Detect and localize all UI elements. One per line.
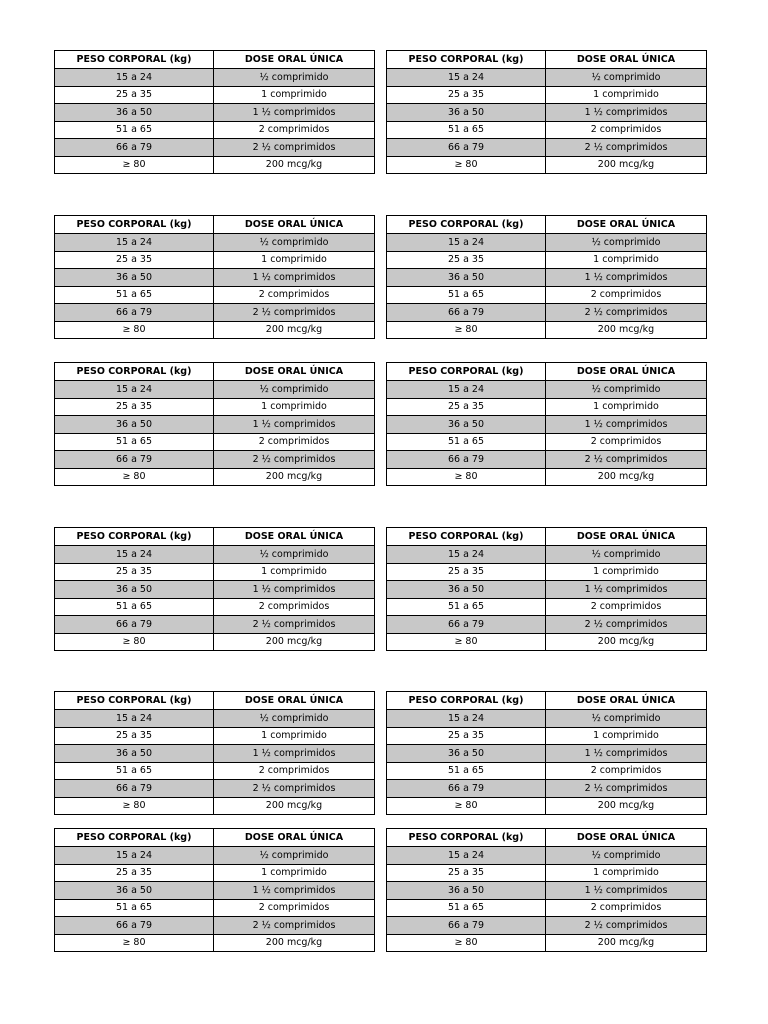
table-row (387, 882, 707, 900)
table-row (55, 321, 375, 339)
table-row (55, 433, 375, 451)
weight-cell: 66 a 79 (55, 780, 214, 798)
header-weight: PESO CORPORAL (kg) (387, 692, 546, 710)
weight-cell: 25 a 35 (387, 398, 546, 416)
dose-cell: 1 ½ comprimidos (214, 745, 375, 763)
weight-cell: 51 a 65 (387, 121, 546, 139)
table-row (55, 710, 375, 728)
table-row (387, 633, 707, 651)
dose-cell: ½ comprimido (546, 234, 707, 252)
table-header-row (55, 51, 375, 69)
weight-cell: 51 a 65 (55, 286, 214, 304)
weight-cell: 36 a 50 (387, 882, 546, 900)
dose-cell: 1 comprimido (214, 727, 375, 745)
table-row (55, 917, 375, 935)
dose-cell: 1 comprimido (214, 864, 375, 882)
table-row (55, 780, 375, 798)
weight-cell: 51 a 65 (55, 899, 214, 917)
table-row (387, 251, 707, 269)
weight-cell: 15 a 24 (55, 234, 214, 252)
dose-cell: 1 comprimido (546, 727, 707, 745)
weight-cell: 66 a 79 (387, 917, 546, 935)
table-header-row (387, 216, 707, 234)
dose-cell: 1 comprimido (546, 398, 707, 416)
header-weight: PESO CORPORAL (kg) (55, 692, 214, 710)
weight-cell: 51 a 65 (387, 286, 546, 304)
weight-cell: ≥ 80 (55, 156, 214, 174)
weight-cell: 51 a 65 (55, 598, 214, 616)
dose-cell: 2 comprimidos (214, 286, 375, 304)
weight-cell: 15 a 24 (387, 234, 546, 252)
weight-cell: 66 a 79 (55, 139, 214, 157)
header-dose: DOSE ORAL ÚNICA (546, 216, 707, 234)
table-header-row (387, 363, 707, 381)
dose-cell: 1 comprimido (214, 86, 375, 104)
dose-cell: 2 comprimidos (214, 762, 375, 780)
table-row (387, 616, 707, 634)
header-dose: DOSE ORAL ÚNICA (214, 829, 375, 847)
table-row (387, 780, 707, 798)
table-header-row (387, 692, 707, 710)
table-row (55, 546, 375, 564)
dose-cell: 2 comprimidos (546, 286, 707, 304)
weight-cell: 36 a 50 (387, 416, 546, 434)
dose-cell: ½ comprimido (214, 847, 375, 865)
table-row (55, 581, 375, 599)
dose-cell: 1 ½ comprimidos (214, 416, 375, 434)
dose-cell: 2 ½ comprimidos (214, 139, 375, 157)
weight-cell: 25 a 35 (387, 251, 546, 269)
dose-cell: 2 ½ comprimidos (546, 917, 707, 935)
dose-cell: 2 ½ comprimidos (214, 304, 375, 322)
table-row (55, 633, 375, 651)
weight-cell: 15 a 24 (55, 546, 214, 564)
table-row (55, 381, 375, 399)
weight-cell: 51 a 65 (55, 762, 214, 780)
weight-cell: 36 a 50 (387, 269, 546, 287)
header-dose: DOSE ORAL ÚNICA (214, 51, 375, 69)
dose-cell: 200 mcg/kg (546, 156, 707, 174)
weight-cell: ≥ 80 (55, 633, 214, 651)
header-dose: DOSE ORAL ÚNICA (214, 692, 375, 710)
header-weight: PESO CORPORAL (kg) (387, 528, 546, 546)
dose-cell: 2 ½ comprimidos (546, 451, 707, 469)
weight-cell: 36 a 50 (387, 581, 546, 599)
table-row (55, 139, 375, 157)
dosage-table-r1-right (386, 50, 707, 174)
table-row (387, 139, 707, 157)
dose-cell: 1 comprimido (546, 864, 707, 882)
table-row (55, 304, 375, 322)
weight-cell: 36 a 50 (387, 745, 546, 763)
header-dose: DOSE ORAL ÚNICA (546, 829, 707, 847)
header-dose: DOSE ORAL ÚNICA (546, 51, 707, 69)
table-row (387, 381, 707, 399)
table-row (387, 762, 707, 780)
dose-cell: 2 comprimidos (546, 433, 707, 451)
table-row (55, 121, 375, 139)
weight-cell: 36 a 50 (55, 581, 214, 599)
dose-cell: 200 mcg/kg (214, 934, 375, 952)
weight-cell: 25 a 35 (55, 864, 214, 882)
table-row (387, 847, 707, 865)
table-row (55, 398, 375, 416)
weight-cell: ≥ 80 (387, 156, 546, 174)
weight-cell: ≥ 80 (387, 934, 546, 952)
dosage-table-r6-left (54, 828, 375, 952)
table-row (55, 899, 375, 917)
dose-cell: 2 comprimidos (546, 899, 707, 917)
dosage-table-r3-left (54, 362, 375, 486)
weight-cell: 66 a 79 (55, 451, 214, 469)
weight-cell: 15 a 24 (387, 847, 546, 865)
table-row (55, 762, 375, 780)
dosage-table-r5-left (54, 691, 375, 815)
table-row (387, 598, 707, 616)
table-row (387, 451, 707, 469)
dose-cell: 1 comprimido (546, 563, 707, 581)
table-header-row (55, 363, 375, 381)
weight-cell: 25 a 35 (55, 563, 214, 581)
table-row (387, 864, 707, 882)
dosage-table-r1-left (54, 50, 375, 174)
weight-cell: ≥ 80 (55, 468, 214, 486)
dose-cell: ½ comprimido (214, 381, 375, 399)
weight-cell: 15 a 24 (55, 69, 214, 87)
header-dose: DOSE ORAL ÚNICA (214, 363, 375, 381)
table-row (387, 433, 707, 451)
dose-cell: 200 mcg/kg (546, 468, 707, 486)
table-header-row (55, 829, 375, 847)
table-row (55, 69, 375, 87)
table-row (55, 286, 375, 304)
dosage-table-r3-right (386, 362, 707, 486)
table-row (387, 304, 707, 322)
weight-cell: 51 a 65 (387, 433, 546, 451)
dose-cell: 2 comprimidos (214, 121, 375, 139)
weight-cell: 51 a 65 (387, 762, 546, 780)
weight-cell: ≥ 80 (55, 797, 214, 815)
weight-cell: 25 a 35 (387, 864, 546, 882)
weight-cell: ≥ 80 (387, 321, 546, 339)
dose-cell: 2 comprimidos (546, 121, 707, 139)
table-row (55, 727, 375, 745)
table-row (55, 882, 375, 900)
dose-cell: 200 mcg/kg (546, 797, 707, 815)
dose-cell: 1 ½ comprimidos (214, 104, 375, 122)
dose-cell: 2 ½ comprimidos (546, 304, 707, 322)
weight-cell: 36 a 50 (387, 104, 546, 122)
dose-cell: 2 comprimidos (214, 899, 375, 917)
dose-cell: 2 comprimidos (546, 598, 707, 616)
weight-cell: 15 a 24 (387, 546, 546, 564)
table-header-row (55, 528, 375, 546)
table-row (387, 104, 707, 122)
weight-cell: ≥ 80 (55, 934, 214, 952)
table-row (55, 269, 375, 287)
table-row (55, 797, 375, 815)
weight-cell: ≥ 80 (387, 797, 546, 815)
weight-cell: 51 a 65 (55, 121, 214, 139)
table-row (55, 864, 375, 882)
table-row (55, 563, 375, 581)
dose-cell: 1 comprimido (214, 251, 375, 269)
dose-cell: ½ comprimido (546, 69, 707, 87)
weight-cell: 15 a 24 (387, 710, 546, 728)
table-row (55, 86, 375, 104)
table-row (55, 847, 375, 865)
table-row (387, 797, 707, 815)
header-weight: PESO CORPORAL (kg) (55, 51, 214, 69)
dose-cell: 200 mcg/kg (214, 321, 375, 339)
table-row (387, 234, 707, 252)
dose-cell: 2 ½ comprimidos (546, 139, 707, 157)
dose-cell: 2 ½ comprimidos (214, 780, 375, 798)
header-dose: DOSE ORAL ÚNICA (546, 363, 707, 381)
table-row (55, 234, 375, 252)
dosage-table-r4-right (386, 527, 707, 651)
table-header-row (55, 216, 375, 234)
weight-cell: 15 a 24 (387, 381, 546, 399)
weight-cell: 25 a 35 (55, 398, 214, 416)
dose-cell: 1 ½ comprimidos (546, 104, 707, 122)
dose-cell: ½ comprimido (214, 710, 375, 728)
dose-cell: 1 ½ comprimidos (214, 882, 375, 900)
weight-cell: 25 a 35 (387, 563, 546, 581)
header-weight: PESO CORPORAL (kg) (387, 363, 546, 381)
weight-cell: 66 a 79 (55, 304, 214, 322)
weight-cell: 66 a 79 (387, 616, 546, 634)
dose-cell: 2 comprimidos (546, 762, 707, 780)
table-header-row (387, 829, 707, 847)
dose-cell: 2 ½ comprimidos (214, 616, 375, 634)
dose-cell: 200 mcg/kg (214, 468, 375, 486)
dose-cell: 1 comprimido (546, 251, 707, 269)
table-row (55, 745, 375, 763)
table-row (55, 616, 375, 634)
dose-cell: 200 mcg/kg (214, 156, 375, 174)
weight-cell: 25 a 35 (387, 86, 546, 104)
dose-cell: 2 ½ comprimidos (546, 780, 707, 798)
dosage-table-r4-left (54, 527, 375, 651)
header-weight: PESO CORPORAL (kg) (387, 216, 546, 234)
dose-cell: ½ comprimido (546, 381, 707, 399)
weight-cell: 36 a 50 (55, 269, 214, 287)
table-row (387, 69, 707, 87)
table-row (387, 156, 707, 174)
weight-cell: 66 a 79 (387, 139, 546, 157)
weight-cell: 15 a 24 (55, 847, 214, 865)
dose-cell: 200 mcg/kg (546, 934, 707, 952)
dosage-table-r5-right (386, 691, 707, 815)
table-row (387, 899, 707, 917)
weight-cell: 66 a 79 (387, 304, 546, 322)
table-row (387, 563, 707, 581)
table-row (55, 934, 375, 952)
dose-cell: 200 mcg/kg (214, 633, 375, 651)
weight-cell: 51 a 65 (387, 598, 546, 616)
table-row (387, 398, 707, 416)
header-weight: PESO CORPORAL (kg) (387, 51, 546, 69)
dose-cell: 2 ½ comprimidos (214, 451, 375, 469)
table-row (55, 468, 375, 486)
table-row (387, 917, 707, 935)
table-row (55, 598, 375, 616)
table-row (387, 727, 707, 745)
table-row (387, 546, 707, 564)
table-row (55, 451, 375, 469)
weight-cell: 36 a 50 (55, 104, 214, 122)
weight-cell: 51 a 65 (55, 433, 214, 451)
header-dose: DOSE ORAL ÚNICA (214, 216, 375, 234)
table-row (387, 934, 707, 952)
dose-cell: 2 comprimidos (214, 598, 375, 616)
weight-cell: 36 a 50 (55, 416, 214, 434)
dose-cell: 2 ½ comprimidos (546, 616, 707, 634)
table-row (387, 581, 707, 599)
dose-cell: 1 ½ comprimidos (546, 416, 707, 434)
table-row (55, 416, 375, 434)
table-row (387, 286, 707, 304)
dose-cell: 1 comprimido (546, 86, 707, 104)
dose-cell: ½ comprimido (214, 69, 375, 87)
header-weight: PESO CORPORAL (kg) (55, 829, 214, 847)
dose-cell: 1 ½ comprimidos (546, 581, 707, 599)
weight-cell: 25 a 35 (55, 727, 214, 745)
header-weight: PESO CORPORAL (kg) (55, 528, 214, 546)
weight-cell: 25 a 35 (55, 251, 214, 269)
weight-cell: ≥ 80 (387, 633, 546, 651)
dose-cell: 1 ½ comprimidos (546, 269, 707, 287)
header-weight: PESO CORPORAL (kg) (387, 829, 546, 847)
table-row (55, 156, 375, 174)
weight-cell: 15 a 24 (55, 381, 214, 399)
dose-cell: 1 comprimido (214, 398, 375, 416)
dose-cell: ½ comprimido (546, 710, 707, 728)
table-row (387, 745, 707, 763)
table-row (387, 121, 707, 139)
weight-cell: 15 a 24 (55, 710, 214, 728)
header-dose: DOSE ORAL ÚNICA (546, 692, 707, 710)
dose-cell: 200 mcg/kg (214, 797, 375, 815)
table-row (55, 251, 375, 269)
table-row (387, 321, 707, 339)
table-row (387, 710, 707, 728)
dose-cell: 1 ½ comprimidos (546, 745, 707, 763)
dose-cell: 1 ½ comprimidos (214, 581, 375, 599)
dosage-table-r2-right (386, 215, 707, 339)
table-row (387, 416, 707, 434)
weight-cell: 66 a 79 (387, 451, 546, 469)
dosage-table-r2-left (54, 215, 375, 339)
dose-cell: ½ comprimido (214, 234, 375, 252)
weight-cell: 66 a 79 (387, 780, 546, 798)
dose-cell: 2 comprimidos (214, 433, 375, 451)
table-row (387, 269, 707, 287)
table-row (55, 104, 375, 122)
table-header-row (387, 51, 707, 69)
weight-cell: 66 a 79 (55, 616, 214, 634)
weight-cell: 25 a 35 (55, 86, 214, 104)
header-dose: DOSE ORAL ÚNICA (214, 528, 375, 546)
weight-cell: ≥ 80 (55, 321, 214, 339)
weight-cell: 36 a 50 (55, 882, 214, 900)
dose-cell: ½ comprimido (546, 546, 707, 564)
weight-cell: ≥ 80 (387, 468, 546, 486)
dose-cell: 1 ½ comprimidos (546, 882, 707, 900)
dose-cell: 1 comprimido (214, 563, 375, 581)
dose-cell: 2 ½ comprimidos (214, 917, 375, 935)
weight-cell: 25 a 35 (387, 727, 546, 745)
table-row (387, 86, 707, 104)
dose-cell: 200 mcg/kg (546, 633, 707, 651)
weight-cell: 15 a 24 (387, 69, 546, 87)
dose-cell: 1 ½ comprimidos (214, 269, 375, 287)
header-dose: DOSE ORAL ÚNICA (546, 528, 707, 546)
dosage-table-r6-right (386, 828, 707, 952)
dose-cell: ½ comprimido (546, 847, 707, 865)
weight-cell: 51 a 65 (387, 899, 546, 917)
table-header-row (55, 692, 375, 710)
table-header-row (387, 528, 707, 546)
header-weight: PESO CORPORAL (kg) (55, 363, 214, 381)
header-weight: PESO CORPORAL (kg) (55, 216, 214, 234)
weight-cell: 36 a 50 (55, 745, 214, 763)
dose-cell: 200 mcg/kg (546, 321, 707, 339)
dose-cell: ½ comprimido (214, 546, 375, 564)
weight-cell: 66 a 79 (55, 917, 214, 935)
table-row (387, 468, 707, 486)
